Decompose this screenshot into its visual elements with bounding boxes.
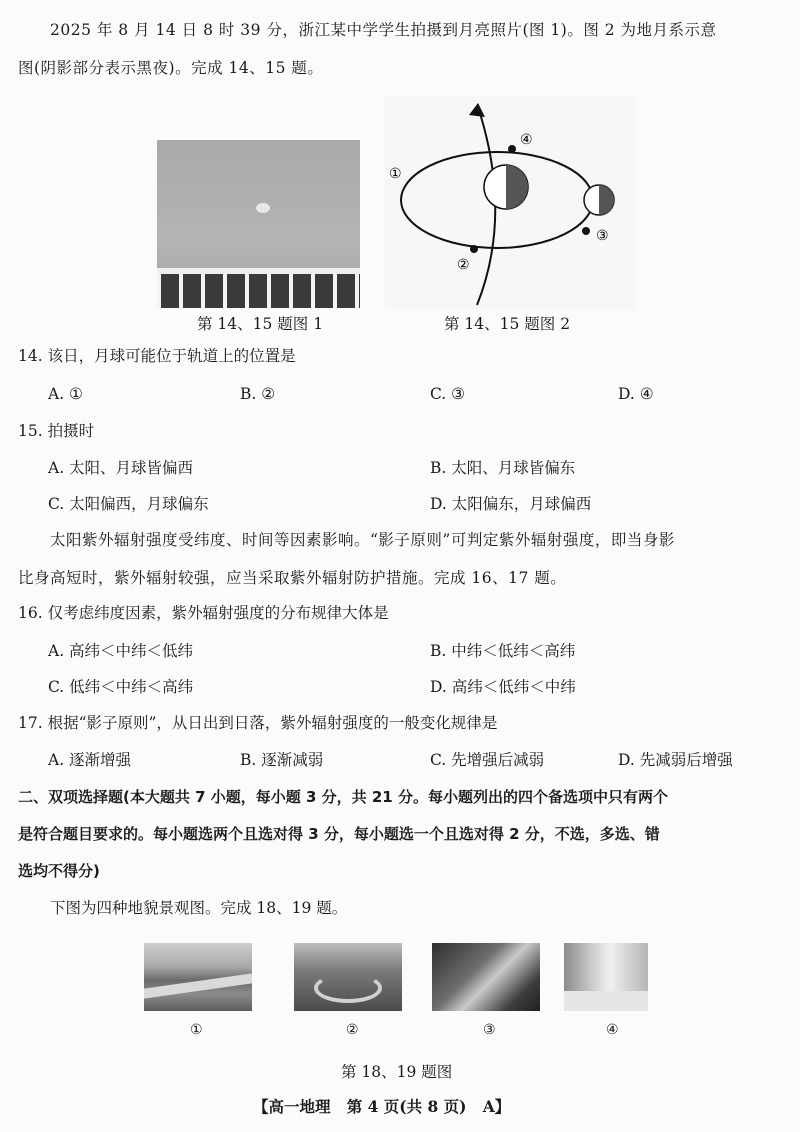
q16-option-a[interactable]: A. 高纬＜中纬＜低纬 (48, 642, 194, 660)
landform-photo-1 (144, 943, 252, 1011)
question-17-stem: 17. 根据“影子原则”，从日出到日落，紫外辐射强度的一般变化规律是 (18, 714, 498, 732)
moon-icon (256, 203, 270, 213)
q16-option-c[interactable]: C. 低纬＜中纬＜高纬 (48, 678, 194, 696)
q15-option-a[interactable]: A. 太阳、月球皆偏西 (48, 459, 194, 477)
q16-option-b[interactable]: B. 中纬＜低纬＜高纬 (430, 642, 576, 660)
moon-photo (157, 140, 360, 308)
q15-option-c[interactable]: C. 太阳偏西，月球偏东 (48, 495, 209, 513)
building-railing (157, 268, 360, 308)
photo-label-3: ③ (483, 1022, 496, 1038)
q14-option-a[interactable]: A. ① (48, 385, 83, 403)
question-14-stem: 14. 该日，月球可能位于轨道上的位置是 (18, 347, 296, 365)
q14-option-b[interactable]: B. ② (240, 385, 276, 403)
q17-option-b[interactable]: B. 逐渐减弱 (240, 751, 324, 769)
intro-paragraph-line: 2025 年 8 月 14 日 8 时 39 分，浙江某中学学生拍摄到月亮照片(图 1)。图 2 为地月系示意 (50, 21, 717, 39)
figure-caption: 第 18、19 题图 (341, 1063, 453, 1081)
figure-caption: 第 14、15 题图 1 (197, 315, 324, 333)
q17-option-a[interactable]: A. 逐渐增强 (48, 751, 132, 769)
coastline-strip (144, 973, 252, 998)
section-heading-line: 选均不得分) (18, 862, 100, 880)
orbit-point-4 (508, 145, 516, 153)
photo-label-1: ① (190, 1022, 203, 1038)
intro-paragraph-line: 图(阴影部分表示黑夜)。完成 14、15 题。 (18, 59, 324, 77)
waterfall-mist (564, 991, 648, 1011)
section-heading-line: 是符合题目要求的。每小题选两个且选对得 3 分，每小题选一个且选对得 2 分，不选，多选、错 (18, 825, 660, 843)
landform-photo-2 (294, 943, 402, 1011)
page-footer: 【高一地理 第 4 页(共 8 页) A】 (253, 1097, 511, 1116)
earth-moon-diagram (385, 95, 635, 310)
photo-label-4: ④ (606, 1022, 619, 1038)
q14-option-c[interactable]: C. ③ (430, 385, 466, 403)
label-4: ④ (520, 132, 533, 148)
orbit-point-3 (582, 227, 590, 235)
figure-caption: 第 14、15 题图 2 (444, 315, 571, 333)
photo-label-2: ② (346, 1022, 359, 1038)
label-1: ① (389, 166, 402, 182)
label-3: ③ (596, 228, 609, 244)
section-heading-line: 二、双项选择题(本大题共 7 小题，每小题 3 分，共 21 分。每小题列出的四个备选项中只有两个 (18, 788, 668, 806)
orbit-point-2 (470, 245, 478, 253)
q14-option-d[interactable]: D. ④ (618, 385, 654, 403)
building-ledge (157, 268, 360, 274)
intro-paragraph-line: 下图为四种地貌景观图。完成 18、19 题。 (50, 899, 348, 917)
q17-option-c[interactable]: C. 先增强后减弱 (430, 751, 545, 769)
q17-option-d[interactable]: D. 先减弱后增强 (618, 751, 733, 769)
label-2: ② (457, 257, 470, 273)
question-15-stem: 15. 拍摄时 (18, 422, 95, 440)
question-16-stem: 16. 仅考虑纬度因素，紫外辐射强度的分布规律大体是 (18, 604, 389, 622)
landform-photo-4 (564, 943, 648, 1011)
intro-paragraph-line: 比身高短时，紫外辐射较强，应当采取紫外辐射防护措施。完成 16、17 题。 (18, 569, 567, 587)
river-meander (314, 973, 382, 1003)
q15-option-b[interactable]: B. 太阳、月球皆偏东 (430, 459, 576, 477)
landform-photo-3 (432, 943, 540, 1011)
intro-paragraph-line: 太阳紫外辐射强度受纬度、时间等因素影响。“影子原则”可判定紫外辐射强度，即当身影 (50, 531, 675, 549)
q16-option-d[interactable]: D. 高纬＜低纬＜中纬 (430, 678, 576, 696)
q15-option-d[interactable]: D. 太阳偏东，月球偏西 (430, 495, 592, 513)
